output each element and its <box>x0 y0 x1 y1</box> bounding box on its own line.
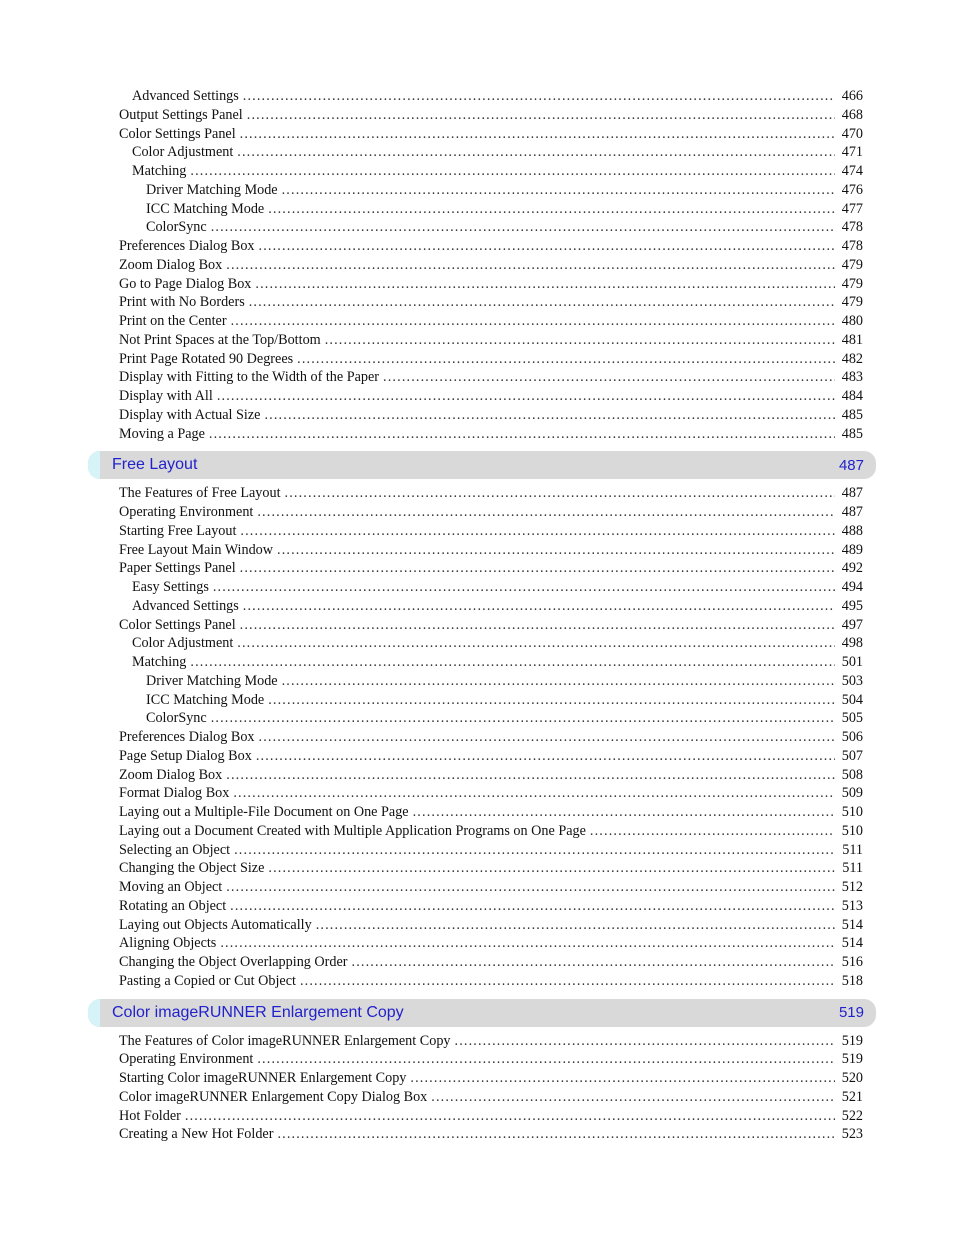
dot-leader <box>300 972 835 991</box>
toc-entry[interactable] <box>119 368 863 387</box>
toc-entry[interactable] <box>119 331 863 350</box>
dot-leader <box>257 1050 835 1069</box>
dot-leader <box>240 616 835 635</box>
toc-entry[interactable] <box>146 200 863 219</box>
toc-entry[interactable] <box>119 803 863 822</box>
toc-section-header[interactable] <box>88 451 876 479</box>
toc-entry-title: Display with Fitting to the Width of the Paper <box>119 369 380 386</box>
toc-entry[interactable] <box>119 541 863 560</box>
section-page-number: 487 <box>838 456 864 474</box>
toc-entry-page-number: 479 <box>841 275 863 292</box>
dot-leader <box>257 503 835 522</box>
toc-entry-page-number: 511 <box>842 841 863 858</box>
toc-entry-page-number: 478 <box>841 219 863 236</box>
toc-entry-page-number: 492 <box>841 560 863 577</box>
dot-leader <box>230 897 835 916</box>
toc-entry-title: Format Dialog Box <box>119 785 230 802</box>
toc-entry-title: Laying out a Document Created with Multiple Application Programs on One Page <box>119 822 586 839</box>
dot-leader <box>268 691 835 710</box>
toc-entry-title: Laying out a Multiple-File Document on One Page <box>119 804 409 820</box>
toc-entry-page-number: 522 <box>841 1107 863 1124</box>
toc-entry[interactable] <box>119 125 863 144</box>
dot-leader <box>268 859 835 878</box>
toc-entry-title: Creating a New Hot Folder <box>119 1126 274 1143</box>
toc-entry-page-number: 470 <box>841 125 863 142</box>
toc-entry[interactable] <box>119 747 863 766</box>
toc-entry[interactable] <box>119 859 863 878</box>
toc-entry-page-number: 506 <box>841 729 863 745</box>
toc-entry-page-number: 494 <box>841 579 863 595</box>
toc-entry-title: Display with Actual Size <box>119 406 261 423</box>
toc-entry[interactable] <box>119 1032 863 1051</box>
toc-entry-page-number: 488 <box>841 522 863 539</box>
dot-leader <box>277 1125 835 1144</box>
toc-entry-title: Pasting a Copied or Cut Object <box>119 972 296 989</box>
toc-entry-page-number: 523 <box>841 1126 863 1143</box>
section-tab-marker <box>88 451 100 479</box>
toc-entry[interactable] <box>119 406 863 425</box>
toc-entry-page-number: 510 <box>841 822 863 839</box>
toc-entry-page-number: 489 <box>841 541 863 558</box>
toc-entry-title: Preferences Dialog Box <box>119 729 255 745</box>
section-title: Color imageRUNNER Enlargement Copy <box>112 1003 404 1021</box>
toc-entry-page-number: 504 <box>841 691 863 708</box>
toc-entry-page-number: 484 <box>841 388 863 404</box>
dot-leader <box>211 709 835 728</box>
toc-entry-page-number: 501 <box>841 654 863 670</box>
toc-entry-page-number: 497 <box>841 616 863 633</box>
toc-section-header[interactable] <box>88 999 876 1027</box>
dot-leader <box>383 368 835 387</box>
toc-entry[interactable] <box>132 634 863 653</box>
dot-leader <box>352 953 835 972</box>
toc-entry[interactable] <box>119 312 863 331</box>
toc-entry[interactable] <box>119 275 863 294</box>
toc-entry[interactable] <box>119 616 863 635</box>
dot-leader <box>243 597 835 616</box>
toc-entry[interactable] <box>132 162 863 181</box>
toc-entry-page-number: 512 <box>841 879 863 895</box>
dot-leader <box>256 747 835 766</box>
dot-leader <box>285 484 835 503</box>
dot-leader <box>237 634 835 653</box>
toc-entry-title: Color Settings Panel <box>119 616 236 633</box>
toc-entry-page-number: 485 <box>841 425 863 442</box>
toc-entry-title: ColorSync <box>146 710 207 727</box>
dot-leader <box>268 200 835 219</box>
toc-entry[interactable] <box>119 293 863 312</box>
toc-entry[interactable] <box>119 1050 863 1069</box>
toc-entry[interactable] <box>119 878 863 897</box>
dot-leader <box>431 1088 835 1107</box>
dot-leader <box>226 256 835 275</box>
dot-leader <box>213 578 835 597</box>
toc-entry-title: Zoom Dialog Box <box>119 256 223 273</box>
toc-entry-page-number: 487 <box>841 485 863 502</box>
toc-entry[interactable] <box>119 728 863 747</box>
toc-entry-title: Print with No Borders <box>119 294 245 311</box>
dot-leader <box>217 387 835 406</box>
toc-entry-title: Easy Settings <box>132 579 209 595</box>
dot-leader <box>243 87 835 106</box>
toc-entry-page-number: 516 <box>841 954 863 970</box>
toc-entry-title: Selecting an Object <box>119 841 231 858</box>
toc-entry[interactable] <box>119 503 863 522</box>
toc-entry[interactable] <box>119 1107 863 1126</box>
toc-entry-title: The Features of Free Layout <box>119 485 281 502</box>
toc-entry-page-number: 480 <box>841 313 863 329</box>
toc-entry-title: Operating Environment <box>119 504 254 520</box>
toc-entry[interactable] <box>119 350 863 369</box>
toc-entry-title: ICC Matching Mode <box>146 200 265 217</box>
toc-entry-page-number: 481 <box>841 331 863 348</box>
toc-entry[interactable] <box>119 972 863 991</box>
toc-entry-title: Color imageRUNNER Enlargement Copy Dialog Box <box>119 1088 428 1105</box>
toc-entry-title: Changing the Object Overlapping Order <box>119 954 348 970</box>
toc-entry[interactable] <box>119 1069 863 1088</box>
toc-entry-page-number: 503 <box>841 672 863 689</box>
dot-leader <box>255 275 835 294</box>
toc-entry-title: Advanced Settings <box>132 88 239 104</box>
toc-entry[interactable] <box>132 597 863 616</box>
section-tab-marker <box>88 999 100 1027</box>
dot-leader <box>190 162 835 181</box>
dot-leader <box>233 784 835 803</box>
dot-leader <box>259 237 835 256</box>
toc-entry-page-number: 513 <box>841 897 863 914</box>
toc-entry[interactable] <box>119 484 863 503</box>
toc-entry-page-number: 477 <box>841 200 863 217</box>
toc-entry[interactable] <box>119 256 863 275</box>
dot-leader <box>410 1069 835 1088</box>
toc-entry-title: Matching <box>132 163 187 179</box>
toc-entry-title: Aligning Objects <box>119 935 217 952</box>
toc-entry[interactable] <box>119 106 863 125</box>
dot-leader <box>316 916 835 935</box>
table-of-contents <box>0 87 954 1144</box>
toc-entry-page-number: 514 <box>841 935 863 952</box>
toc-entry-title: Color Adjustment <box>132 635 234 652</box>
toc-entry[interactable] <box>146 691 863 710</box>
toc-entry[interactable] <box>146 218 863 237</box>
toc-entry[interactable] <box>119 425 863 444</box>
dot-leader <box>413 803 835 822</box>
toc-entry-title: Display with All <box>119 388 213 404</box>
toc-entry-title: Paper Settings Panel <box>119 560 236 577</box>
toc-entry-page-number: 487 <box>841 504 863 520</box>
toc-entry-page-number: 511 <box>842 860 863 877</box>
toc-entry-page-number: 466 <box>841 88 863 104</box>
dot-leader <box>264 406 835 425</box>
dot-leader <box>247 106 835 125</box>
toc-entry-title: ColorSync <box>146 219 207 236</box>
dot-leader <box>237 143 835 162</box>
dot-leader <box>190 653 835 672</box>
toc-entry[interactable] <box>119 1125 863 1144</box>
toc-entry-page-number: 483 <box>841 369 863 386</box>
toc-entry-page-number: 505 <box>841 710 863 727</box>
dot-leader <box>259 728 835 747</box>
toc-entry-page-number: 471 <box>841 144 863 161</box>
toc-entry-title: Rotating an Object <box>119 897 227 914</box>
toc-entry-page-number: 509 <box>841 785 863 802</box>
toc-entry-title: Moving a Page <box>119 425 205 442</box>
toc-entry[interactable] <box>119 559 863 578</box>
toc-entry[interactable] <box>146 181 863 200</box>
dot-leader <box>249 293 835 312</box>
toc-entry-title: Zoom Dialog Box <box>119 766 223 783</box>
toc-entry-page-number: 518 <box>841 972 863 989</box>
dot-leader <box>234 841 835 860</box>
toc-entry-title: Driver Matching Mode <box>146 672 278 689</box>
toc-entry-title: Color Adjustment <box>132 144 234 161</box>
toc-entry-title: Driver Matching Mode <box>146 181 278 198</box>
toc-entry-title: Operating Environment <box>119 1051 254 1068</box>
toc-entry-page-number: 520 <box>841 1070 863 1086</box>
toc-entry-page-number: 485 <box>841 406 863 423</box>
toc-entry[interactable] <box>132 87 863 106</box>
toc-entry-title: Hot Folder <box>119 1107 181 1124</box>
toc-entry-title: Changing the Object Size <box>119 860 265 877</box>
toc-entry-title: Moving an Object <box>119 879 223 895</box>
toc-entry-page-number: 468 <box>841 106 863 123</box>
toc-entry-page-number: 474 <box>841 163 863 179</box>
dot-leader <box>240 522 835 541</box>
toc-entry-title: ICC Matching Mode <box>146 691 265 708</box>
dot-leader <box>455 1032 835 1051</box>
dot-leader <box>277 541 835 560</box>
toc-entry[interactable] <box>132 143 863 162</box>
toc-entry[interactable] <box>119 897 863 916</box>
toc-entry-title: Color Settings Panel <box>119 125 236 142</box>
toc-entry[interactable] <box>132 653 863 672</box>
dot-leader <box>297 350 835 369</box>
toc-entry-title: Page Setup Dialog Box <box>119 747 252 764</box>
toc-entry-page-number: 482 <box>841 350 863 367</box>
toc-entry-page-number: 479 <box>841 256 863 273</box>
dot-leader <box>325 331 835 350</box>
dot-leader <box>211 218 835 237</box>
toc-entry-title: The Features of Color imageRUNNER Enlargement Copy <box>119 1032 451 1049</box>
dot-leader <box>226 766 835 785</box>
toc-entry-page-number: 498 <box>841 635 863 652</box>
toc-entry[interactable] <box>146 709 863 728</box>
section-page-number: 519 <box>838 1004 864 1021</box>
toc-entry-title: Laying out Objects Automatically <box>119 916 312 933</box>
dot-leader <box>282 672 835 691</box>
toc-entry-page-number: 521 <box>841 1088 863 1105</box>
dot-leader <box>209 425 835 444</box>
dot-leader <box>220 934 835 953</box>
toc-entry[interactable] <box>119 237 863 256</box>
toc-entry-title: Not Print Spaces at the Top/Bottom <box>119 331 321 348</box>
toc-entry[interactable] <box>119 822 863 841</box>
toc-entry-page-number: 519 <box>841 1051 863 1068</box>
toc-entry[interactable] <box>132 578 863 597</box>
toc-entry[interactable] <box>119 1088 863 1107</box>
toc-entry-title: Preferences Dialog Box <box>119 238 255 254</box>
toc-entry-page-number: 478 <box>841 238 863 254</box>
toc-entry-page-number: 508 <box>841 766 863 783</box>
toc-entry-title: Free Layout Main Window <box>119 541 274 558</box>
toc-entry[interactable] <box>119 841 863 860</box>
toc-entry[interactable] <box>119 916 863 935</box>
section-title: Free Layout <box>112 456 198 474</box>
toc-entry-page-number: 507 <box>841 747 863 764</box>
toc-entry-title: Print Page Rotated 90 Degrees <box>119 350 294 367</box>
dot-leader <box>282 181 835 200</box>
toc-entry-page-number: 514 <box>841 916 863 933</box>
dot-leader <box>185 1107 835 1126</box>
toc-entry-title: Starting Color imageRUNNER Enlargement Copy <box>119 1070 407 1086</box>
toc-entry[interactable] <box>119 522 863 541</box>
toc-entry[interactable] <box>119 784 863 803</box>
toc-entry-title: Starting Free Layout <box>119 522 237 539</box>
dot-leader <box>226 878 835 897</box>
toc-entry-title: Output Settings Panel <box>119 106 243 123</box>
toc-entry[interactable] <box>119 387 863 406</box>
dot-leader <box>240 559 835 578</box>
toc-entry-page-number: 495 <box>841 597 863 614</box>
toc-entry[interactable] <box>146 672 863 691</box>
toc-entry-page-number: 476 <box>841 181 863 198</box>
dot-leader <box>240 125 835 144</box>
toc-entry-page-number: 479 <box>841 294 863 311</box>
toc-entry-title: Advanced Settings <box>132 597 239 614</box>
toc-entry-title: Print on the Center <box>119 313 227 329</box>
toc-entry-title: Go to Page Dialog Box <box>119 275 252 292</box>
toc-entry-page-number: 519 <box>841 1032 863 1049</box>
toc-entry-page-number: 510 <box>841 804 863 820</box>
dot-leader <box>231 312 835 331</box>
toc-entry-title: Matching <box>132 654 187 670</box>
toc-entry[interactable] <box>119 766 863 785</box>
toc-entry[interactable] <box>119 934 863 953</box>
dot-leader <box>590 822 835 841</box>
toc-entry[interactable] <box>119 953 863 972</box>
